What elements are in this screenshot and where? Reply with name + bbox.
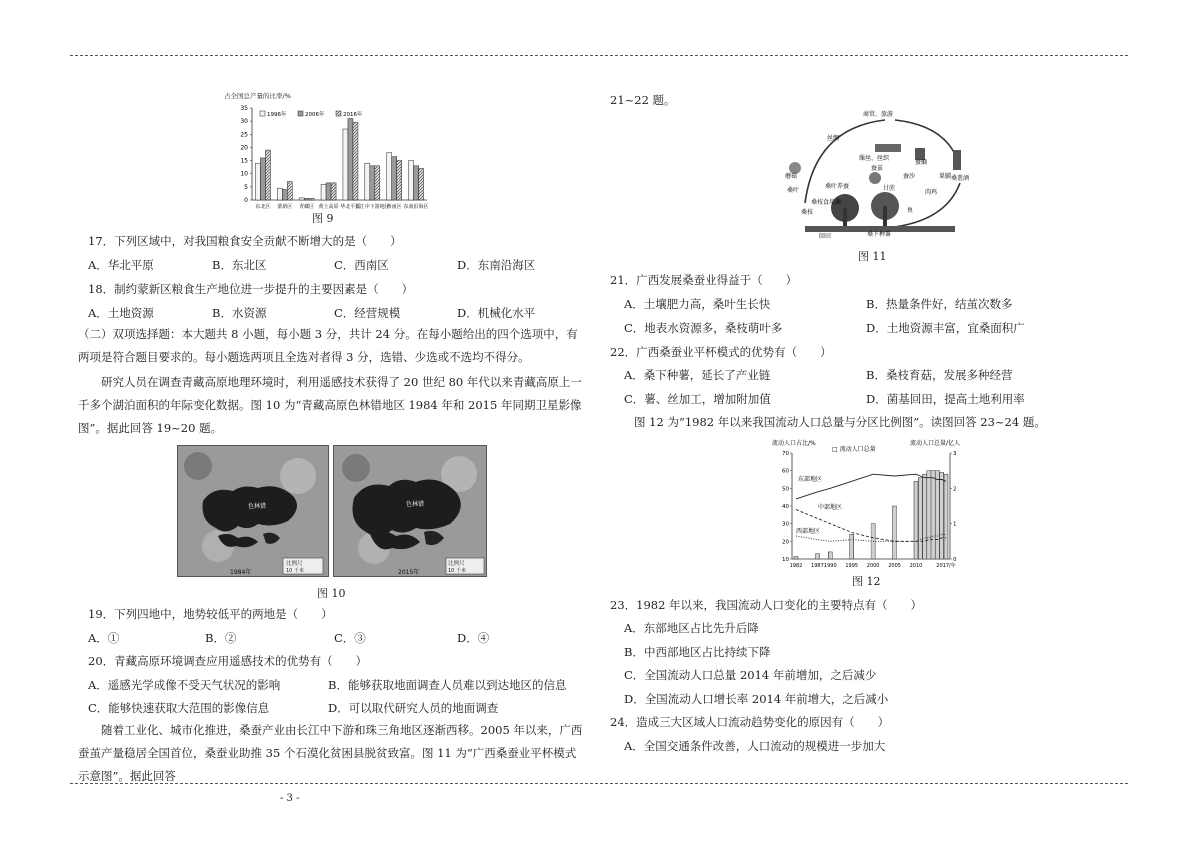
q17-stem: 17．下列区域中，对我国粮食安全贡献不断增大的是（ ） — [88, 234, 402, 248]
fig11-label-silk: 丝绸 — [827, 135, 840, 142]
fig9-bar — [370, 166, 375, 200]
fig9-ytick-label: 30 — [240, 118, 248, 126]
fig9-bar — [287, 182, 292, 200]
fig12-ytick-right: 0 — [953, 557, 957, 563]
fig9-category-label: 东北区 — [255, 204, 271, 210]
q19-option-b[interactable]: B．② — [205, 631, 237, 645]
q18-stem: 18．制约蒙新区粮食生产地位进一步提升的主要因素是（ ） — [88, 282, 414, 296]
fig9-bar — [397, 161, 402, 200]
fig12-total-bar — [918, 478, 922, 559]
fig9-ytick-label: 20 — [240, 144, 248, 152]
fig12-total-bar — [914, 481, 918, 559]
fig12-ytick-left: 20 — [782, 539, 789, 546]
q17-option-d[interactable]: D．东南沿海区 — [457, 258, 536, 272]
fig9-bar — [392, 157, 397, 200]
fig9-bar — [255, 163, 260, 200]
q19-option-d[interactable]: D．④ — [457, 631, 490, 645]
fig12-total-bar — [828, 552, 832, 559]
fig12-east-label: 东部地区 — [798, 476, 823, 483]
fig9-bar — [309, 198, 314, 200]
q19-option-c[interactable]: C．③ — [334, 631, 366, 645]
fig12-xtick-label: 2005 — [888, 563, 901, 569]
fig12-ytick-left: 50 — [782, 486, 789, 493]
fig12-xtick-label: 1982 — [789, 563, 803, 569]
fig12-total-bar — [944, 474, 948, 559]
fig9-bar — [326, 183, 331, 200]
q22-option-b[interactable]: B．桑枝育菇，发展多种经营 — [866, 368, 1013, 382]
fig9-ytick-label: 5 — [244, 183, 248, 191]
q20-option-d[interactable]: D．可以取代研究人员的地面调查 — [328, 701, 499, 715]
fig11-label-return: 回田 — [819, 233, 832, 240]
fig9-ytick-label: 25 — [240, 131, 248, 139]
fig12-total-bar — [931, 471, 935, 559]
fig12-total-bar — [935, 471, 939, 559]
fig10-image-1984 — [177, 445, 329, 577]
page-number: - 3 - — [280, 793, 300, 804]
fig11-label-silkworm-dung: 蚕沙 — [903, 173, 916, 180]
fig12-ytick-left: 70 — [782, 451, 789, 457]
fig10-year-2015: 2015年 — [398, 569, 420, 576]
fig11-label-fish: 鱼 — [907, 207, 914, 214]
fig10-scale-2015: 比例尺 — [448, 561, 465, 567]
fig11-diagram — [775, 108, 985, 246]
fig9-category-label: 东南沿海区 — [403, 204, 429, 210]
fig12-xtick-label: 2010 — [909, 563, 923, 569]
fig9-bar — [299, 198, 304, 200]
fig9-bar — [265, 150, 270, 200]
fig12-xtick-label: 1990 — [823, 563, 837, 569]
fig12-ytick-right: 3 — [953, 451, 957, 457]
fig11-label-pupa: 蚕蛹 — [915, 159, 928, 166]
fig9-bar — [331, 183, 336, 200]
fig9-bar — [277, 188, 282, 200]
q20-option-b[interactable]: B．能够获取地面调查人员难以到达地区的信息 — [328, 678, 567, 692]
fig11-label-sugarcane: 甘蔗 — [883, 185, 896, 192]
fig10-scale-1984: 比例尺 — [286, 561, 303, 567]
fig9-bar — [387, 153, 392, 200]
fig11-label-potato: 桑下种薯 — [867, 231, 892, 238]
q24-stem: 24．造成三大区域人口流动趋势变化的原因有（ ） — [610, 715, 890, 729]
fig12-total-bar — [927, 471, 931, 559]
fig9-category-label: 长江中下游地区 — [354, 204, 390, 210]
fig10-scale-unit-1984: 10 千米 — [286, 568, 304, 574]
fig12-ytick-left: 40 — [782, 504, 789, 510]
fig12-ytick-right: 2 — [953, 486, 957, 493]
q21-stem: 21．广西发展桑蚕业得益于（ ） — [610, 273, 798, 287]
fig12-total-bar — [815, 554, 819, 559]
q22-option-d[interactable]: D．菌基回田，提高土地利用率 — [866, 392, 1025, 406]
fig12-ytick-left: 10 — [782, 557, 789, 563]
fig9-bar — [321, 184, 326, 200]
q18-option-b[interactable]: B．水资源 — [212, 306, 267, 320]
fig9-category-label: 黄土高原 — [318, 204, 339, 210]
fig9-legend-label: 2006年 — [305, 112, 325, 118]
fig12-intro: 图 12 为“1982 年以来我国流动人口总量与分区比例图”。读图回答 23~24 题。 — [634, 415, 1046, 429]
fig9-category-label: 西南区 — [386, 204, 402, 210]
fig11-label-reeling: 缫丝、丝织 — [859, 155, 890, 162]
passage-21-22-continued: 21~22 题。 — [610, 93, 676, 107]
fig12-central-label: 中部地区 — [818, 504, 843, 511]
q18-option-c[interactable]: C．经营规模 — [334, 306, 401, 320]
fig9-bar — [365, 163, 370, 200]
fig10-lake-label-1984: 色林错 — [248, 503, 267, 510]
fig12-west-label: 西部地区 — [796, 528, 821, 535]
fig9-category-label: 青藏区 — [299, 204, 315, 210]
fig9-legend-swatch — [298, 111, 303, 116]
fig12-xtick-label: 1995 — [845, 563, 859, 569]
fig11-caption: 图 11 — [858, 250, 887, 263]
fig12-xtick-label: 2017/年 — [936, 563, 956, 569]
q19-stem: 19．下列四地中，地势较低平的两地是（ ） — [88, 607, 333, 621]
q23-option-a[interactable]: A．东部地区占比先升后降 — [624, 621, 759, 635]
fig9-ytick-label: 15 — [240, 157, 248, 165]
fig12-ytick-right: 1 — [953, 521, 957, 528]
fig9-ytick-label: 10 — [240, 170, 248, 178]
passage-21-22: 随着工业化、城市化推进，桑蚕产业由长江中下游和珠三角地区逐渐西移。2005 年以来，广西蚕茧产量稳居全国首位，桑蚕业助推 35 个石漠化贫困县脱贫致富。图 11 为“广西桑蚕业平杯模式示意图”。据此回答 — [78, 723, 583, 783]
q23-option-b[interactable]: B．中西部地区占比持续下降 — [624, 645, 771, 659]
fig9-bar — [375, 166, 380, 200]
fig12-caption: 图 12 — [852, 575, 881, 588]
fig12-legend: □ 流动人口总量 — [832, 446, 876, 453]
fig11-label-mushroom: 蘑菇 — [785, 173, 798, 180]
fig12-line-bar-chart — [770, 437, 975, 575]
fig10-scale-unit-2015: 10 千米 — [448, 568, 466, 574]
fig10-caption: 图 10 — [317, 587, 346, 600]
fig9-ylabel: 占全国总产量的比率/% — [224, 92, 291, 100]
fig9-bar — [348, 119, 353, 200]
fig9-category-label: 华北平原 — [340, 204, 361, 210]
fig12-total-bar — [850, 534, 854, 559]
header-rule — [70, 55, 1128, 56]
fig9-bar — [419, 168, 424, 200]
fig12-ytick-left: 30 — [782, 521, 789, 528]
fig12-ylabel-left: 流动人口占比/% — [772, 440, 816, 447]
fig10-year-1984: 1984年 — [230, 569, 252, 576]
passage-19-20: 研究人员在调查青藏高原地理环境时，利用遥感技术获得了 20 世纪 80 年代以来青藏高原上一千多个湖泊面积的年际变化数据。图 10 为“青藏高原色林错地区 1984 年和 2015 年同期卫星影像图”。据此回答 19~20 题。 — [78, 375, 582, 435]
fig12-total-bar — [923, 474, 927, 559]
fig9-bar-chart — [222, 88, 432, 218]
fig9-bar — [414, 166, 419, 200]
q22-option-c[interactable]: C．薯、丝加工，增加附加值 — [624, 392, 771, 406]
fig11-label-trade: 商贸、旅游 — [863, 111, 894, 118]
fig11-label-dried-fruit: 果脯 — [939, 173, 952, 180]
fig12-ytick-left: 60 — [782, 468, 789, 475]
fig12-ylabel-right: 流动人口总量/亿人 — [910, 440, 961, 447]
q21-option-b[interactable]: B．热量条件好，结茧次数多 — [866, 297, 1013, 311]
q21-option-c[interactable]: C．地表水资源多，桑枝萌叶多 — [624, 321, 783, 335]
fig11-label-mulberry-wine: 桑葚酒 — [951, 175, 970, 182]
fig11-label-leaf: 桑叶 — [787, 187, 800, 194]
fig9-legend-swatch — [336, 111, 341, 116]
fig12-xtick-label: 1987 — [811, 563, 824, 569]
q20-option-c[interactable]: C．能够快速获取大范围的影像信息 — [88, 701, 270, 715]
fig11-label-branch: 桑枝 — [801, 209, 814, 216]
footer-rule — [70, 783, 1128, 784]
q20-stem: 20．青藏高原环境调查应用遥感技术的优势有（ ） — [88, 654, 368, 668]
fig9-bar — [353, 122, 358, 200]
fig9-ytick-label: 0 — [244, 197, 248, 204]
q17-option-a[interactable]: A．华北平原 — [88, 258, 154, 272]
fig9-legend-label: 2016年 — [343, 112, 363, 118]
fig9-bar — [282, 189, 287, 200]
fig9-bar — [343, 129, 348, 200]
fig12-total-bar — [940, 472, 944, 559]
q21-option-d[interactable]: D．土地资源丰富，宜桑面积广 — [866, 321, 1025, 335]
fig10-image-2015 — [333, 445, 487, 577]
q18-option-a[interactable]: A．土地资源 — [88, 306, 154, 320]
q24-option-a[interactable]: A．全国交通条件改善，人口流动的规模进一步加大 — [624, 739, 886, 753]
fig11-label-silkworm: 桑叶养蚕 — [825, 183, 850, 190]
fig9-legend-swatch — [260, 111, 265, 116]
q22-stem: 22．广西桑蚕业平杯模式的优势有（ ） — [610, 345, 832, 359]
fig9-ytick-label: 35 — [240, 105, 248, 112]
q20-option-a[interactable]: A．遥感光学成像不受天气状况的影响 — [88, 678, 281, 692]
q18-option-d[interactable]: D．机械化水平 — [457, 306, 536, 320]
fig12-xtick-label: 2000 — [866, 563, 880, 569]
q23-stem: 23．1982 年以来，我国流动人口变化的主要特点有（ ） — [610, 598, 923, 612]
fig9-category-label: 蒙新区 — [277, 204, 293, 210]
fig11-label-cocoon: 蚕茧 — [871, 165, 884, 172]
section2-instructions: （二）双项选择题：本大题共 8 小题，每小题 3 分，共计 24 分。在每小题给出的四个选项中，有两项是符合题目要求的。每小题选两项且全选对者得 3 分，选错、少选或不选均不得分。 — [78, 327, 578, 364]
q22-option-a[interactable]: A．桑下种薯，延长了产业链 — [624, 368, 771, 382]
q21-option-a[interactable]: A．土壤肥力高，桑叶生长快 — [624, 297, 771, 311]
q17-option-c[interactable]: C．西南区 — [334, 258, 389, 272]
q17-option-b[interactable]: B．东北区 — [212, 258, 267, 272]
fig9-caption: 图 9 — [312, 212, 334, 225]
fig12-total-bar — [893, 506, 897, 559]
q19-option-a[interactable]: A．① — [88, 631, 120, 645]
fig10-lake-label-2015: 色林错 — [406, 501, 425, 508]
fig9-bar — [409, 161, 414, 200]
q23-option-c[interactable]: C．全国流动人口总量 2014 年前增加，之后减少 — [624, 668, 877, 682]
q23-option-d[interactable]: D．全国流动人口增长率 2014 年前增大，之后减小 — [624, 692, 889, 706]
fig9-legend-label: 1996年 — [267, 112, 287, 118]
fig11-label-fungus: 桑枝食用菌 — [811, 199, 842, 206]
fig9-bar — [260, 158, 265, 200]
fig9-bar — [304, 198, 309, 200]
fig11-label-chicken: 肉鸡 — [925, 189, 938, 196]
fig12-total-bar — [794, 557, 798, 559]
